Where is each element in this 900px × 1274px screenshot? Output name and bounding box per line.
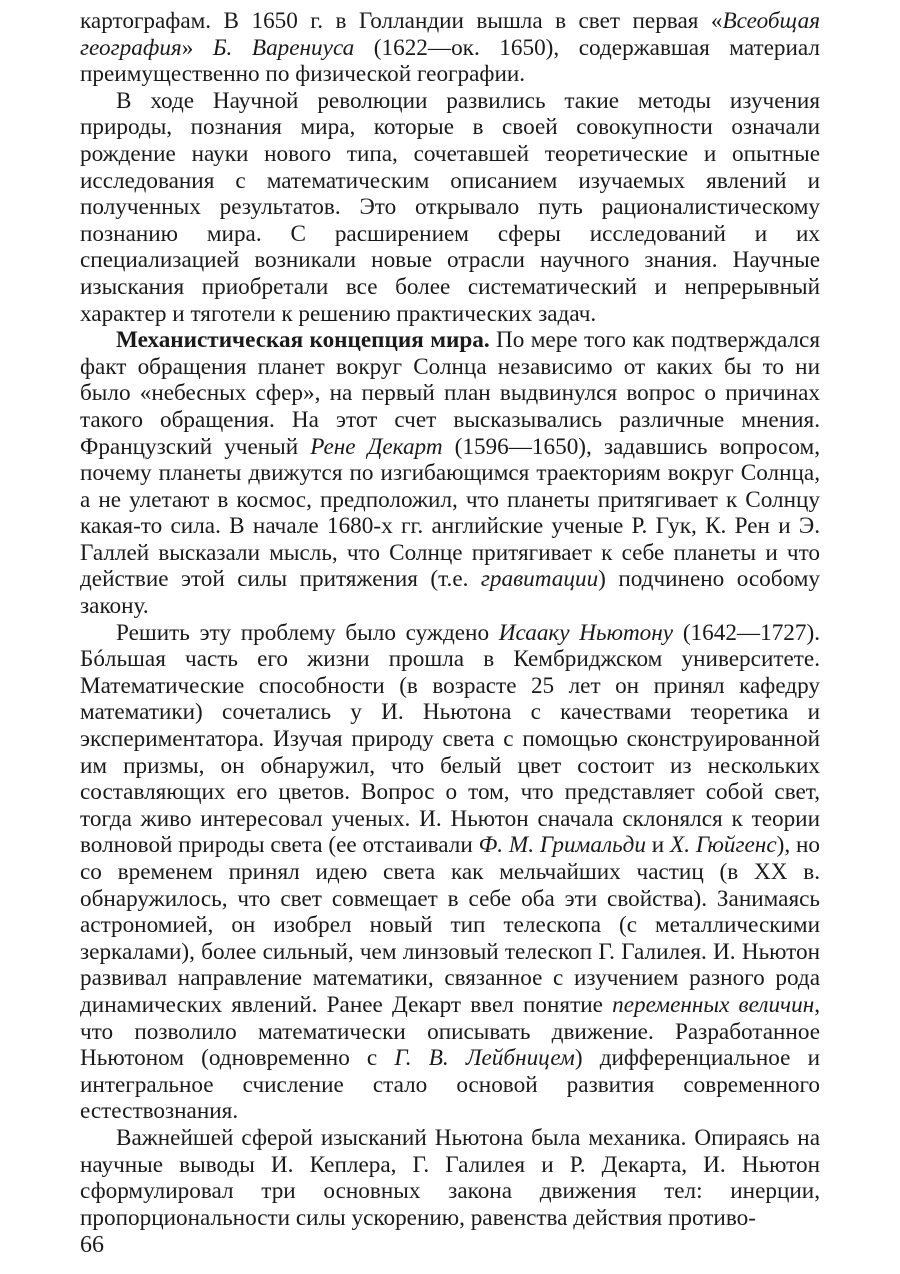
- section-heading: Механистическая концепция мира.: [116, 327, 490, 354]
- italic-term: Рене Декарт: [310, 433, 443, 460]
- text-run: и: [645, 832, 671, 859]
- body-text: [80, 8, 820, 1231]
- text-run: По мере того как подтверждался факт обращения планет вокруг Солнца независимо от каких бы то ни было «небесных сфер», на первый план выдвинулся вопрос о причинах такого обращения. На этот счет высказывались различные мнения. Французский ученый: [80, 327, 820, 460]
- text-run: ) подчинено особому закону.: [80, 566, 820, 620]
- paragraph: [80, 1125, 820, 1231]
- italic-term: Исааку Ньютону: [498, 619, 674, 646]
- italic-term: Всеобщая география: [80, 8, 820, 61]
- italic-term: Б. Варениуса: [212, 34, 355, 61]
- text-run: »: [181, 34, 213, 61]
- text-run: (1642—1727). Бóльшая часть его жизни прошла в Кембриджском университете. Математические способности (в возрасте 25 лет он принял кафедру математики) сочетались у И. Ньютона с качествами теоретика и экспериментатора. Изучая природу света с помощью сконструированной им призмы, он обнаружил, что белый цвет состоит из нескольких составляющих его цветов. Вопрос о том, что представляет собой свет, тогда живо интересовал ученых. И. Ньютон сначала склонялся к теории волновой природы света (ее отстаивали: [80, 619, 820, 859]
- text-run: ) дифференциальное и интегральное счисление стало основой развития современного естествознания.: [80, 1045, 821, 1125]
- italic-term: Г. В. Лейбницем: [394, 1045, 575, 1072]
- paragraph: [80, 620, 820, 1125]
- italic-term: переменных величин: [612, 991, 815, 1018]
- paragraph: [80, 327, 820, 620]
- text-run: картографам. В 1650 г. в Голландии вышла в свет первая «: [80, 8, 723, 34]
- text-run: ), но со временем принял идею света как мельчайших частиц (в XX в. обнаружилось, что свет совмещает в себе оба эти свойства). Занимаясь астрономией, он изобрел новый тип телескопа (с металлическими зеркалами), более сильный, чем линзовый телескоп Г. Галилея. И. Ньютон развивал направление математики, связанное с изучением разного рода динамических явлений. Ранее Декарт ввел понятие: [80, 832, 820, 1018]
- text-run: (1622—ок. 1650), содержавшая материал преимущественно по физической географии.: [80, 34, 821, 88]
- text-run: В ходе Научной революции развились такие методы изучения природы, познания мира, которые в своей совокупности означали рождение науки нового типа, сочетавшей теоретические и опытные исследования с математическим описанием изучаемых явлений и полученных результатов. Это открывало путь рационалистическому познанию мира. С расширением сферы исследований и их специализацией возникали новые отрасли научного знания. Научные изыскания приобретали все более систематический и непрерывный характер и тяготели к решению практических задач.: [80, 87, 820, 327]
- page-number: 66: [80, 1232, 104, 1258]
- italic-term: Х. Гюйгенс: [670, 832, 777, 859]
- italic-term: гравитации: [480, 566, 599, 593]
- text-run: , что позволило математически описывать движение. Разработанное Ньютоном (одновременно с: [80, 991, 820, 1072]
- paragraph: [80, 88, 820, 327]
- paragraph: [80, 8, 820, 88]
- text-run: Важнейшей сферой изысканий Ньютона была механика. Опираясь на научные выводы И. Кеплера, Г. Галилея и Р. Декарта, И. Ньютон сформулировал три основных закона движения тел: инерции, пропорциональности силы ускорению, равенства действия противо-: [80, 1124, 820, 1231]
- italic-term: Ф. М. Гримальди: [478, 832, 646, 859]
- text-run: (1596—1650), задавшись вопросом, почему планеты движутся по изгибающимся траекториям вокруг Солнца, а не улетают в космос, предположил, что планеты притягивает к Солнцу какая-то сила. В начале 1680-х гг. английские ученые Р. Гук, К. Рен и Э. Галлей высказали мысль, что Солнце притягивает к себе планеты и что действие этой силы притяжения (т.е.: [80, 433, 820, 593]
- text-run: Решить эту проблему было суждено: [116, 619, 499, 646]
